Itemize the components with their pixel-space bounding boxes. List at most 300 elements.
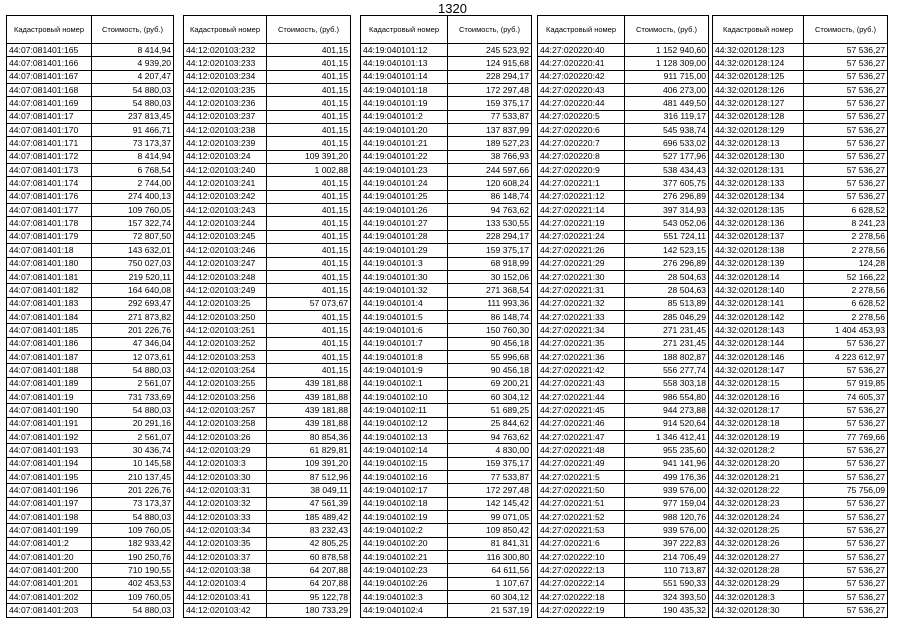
table-row: [713, 110, 888, 123]
cadastral-number-cell: 44:07:081401:194: [7, 457, 92, 470]
cost-cell: 38 766,93: [448, 150, 532, 163]
cadastral-number-cell: 44:32:020128:127: [713, 97, 804, 110]
cadastral-number-cell: 44:27:020221:45: [538, 404, 625, 417]
cost-cell: 57 536,27: [804, 177, 888, 190]
cost-cell: 8 414,94: [92, 44, 174, 57]
cost-cell: 543 052,06: [625, 217, 709, 230]
table-row: [7, 270, 174, 283]
table-row: [538, 217, 709, 230]
cadastral-number-cell: 44:12:020103:253: [184, 350, 267, 363]
cost-cell: 74 605,37: [804, 390, 888, 403]
cost-cell: 47 561,39: [267, 497, 351, 510]
table-row: [7, 457, 174, 470]
table-row: [713, 577, 888, 590]
cadastral-number-cell: 44:27:020221:1: [538, 177, 625, 190]
cost-cell: 401,15: [267, 70, 351, 83]
cost-cell: 401,15: [267, 57, 351, 70]
cadastral-number-cell: 44:12:020103:252: [184, 337, 267, 350]
cadastral-number-cell: 44:19:040101:24: [361, 177, 448, 190]
cadastral-number-cell: 44:32:020128:21: [713, 471, 804, 484]
table-row: [538, 164, 709, 177]
table-row: [7, 591, 174, 604]
cost-cell: 57 536,27: [804, 190, 888, 203]
cadastral-number-cell: 44:19:040101:5: [361, 310, 448, 323]
cost-cell: 57 536,27: [804, 150, 888, 163]
table-row: [361, 310, 532, 323]
cadastral-number-cell: 44:27:020221:32: [538, 297, 625, 310]
cost-cell: 439 181,88: [267, 377, 351, 390]
cadastral-number-cell: 44:19:040102:4: [361, 604, 448, 617]
cadastral-number-cell: 44:27:020221:46: [538, 417, 625, 430]
table-row: [184, 84, 351, 97]
cost-cell: 57 536,27: [804, 70, 888, 83]
cost-cell: 80 854,36: [267, 430, 351, 443]
cost-cell: 271 231,45: [625, 337, 709, 350]
cadastral-number-cell: 44:27:020222:18: [538, 591, 625, 604]
cost-cell: 401,15: [267, 244, 351, 257]
table-row: [538, 524, 709, 537]
table-row: [184, 270, 351, 283]
cadastral-number-cell: 44:27:020220:44: [538, 97, 625, 110]
cost-cell: 21 537,19: [448, 604, 532, 617]
table-row: [538, 70, 709, 83]
cost-cell: 57 536,27: [804, 577, 888, 590]
cost-cell: 142 523,15: [625, 244, 709, 257]
cadastral-table-2: [183, 15, 351, 618]
cadastral-number-header: Кадастровый номер: [713, 16, 804, 44]
table-row: [538, 604, 709, 617]
table-row: [713, 97, 888, 110]
cadastral-number-cell: 44:19:040101:2: [361, 110, 448, 123]
table-row: [538, 110, 709, 123]
cadastral-number-cell: 44:32:020128:141: [713, 297, 804, 310]
cost-cell: 172 297,48: [448, 484, 532, 497]
cadastral-number-cell: 44:32:020128:19: [713, 430, 804, 443]
table-row: [7, 537, 174, 550]
table-row: [184, 70, 351, 83]
cadastral-number-cell: 44:07:081401:190: [7, 404, 92, 417]
cost-cell: 439 181,88: [267, 390, 351, 403]
table-row: [7, 511, 174, 524]
cost-cell: 439 181,88: [267, 417, 351, 430]
table-row: [538, 444, 709, 457]
cost-cell: 55 996,68: [448, 350, 532, 363]
cadastral-table-1: [6, 15, 174, 618]
table-row: [361, 230, 532, 243]
table-row: [184, 57, 351, 70]
table-header-row: [361, 16, 532, 44]
cadastral-number-cell: 44:27:020221:36: [538, 350, 625, 363]
table-row: [361, 497, 532, 510]
table-row: [713, 257, 888, 270]
table-row: [713, 137, 888, 150]
cost-cell: 25 844,62: [448, 417, 532, 430]
table-row: [538, 84, 709, 97]
cadastral-number-cell: 44:27:020221:47: [538, 430, 625, 443]
cost-cell: 116 300,80: [448, 551, 532, 564]
table-row: [538, 97, 709, 110]
table-row: [184, 364, 351, 377]
table-row: [713, 551, 888, 564]
table-row: [7, 44, 174, 57]
cost-cell: 57 536,27: [804, 591, 888, 604]
cost-cell: 60 878,58: [267, 551, 351, 564]
cadastral-number-cell: 44:32:020128:27: [713, 551, 804, 564]
table-row: [538, 577, 709, 590]
table-row: [7, 337, 174, 350]
table-row: [361, 537, 532, 550]
cadastral-number-cell: 44:32:020128:131: [713, 164, 804, 177]
cadastral-number-cell: 44:32:020128:138: [713, 244, 804, 257]
table-row: [7, 377, 174, 390]
table-row: [7, 70, 174, 83]
table-row: [184, 511, 351, 524]
cost-cell: 20 291,16: [92, 417, 174, 430]
table-row: [538, 230, 709, 243]
cost-cell: 696 533,02: [625, 137, 709, 150]
cost-cell: 172 297,48: [448, 84, 532, 97]
cost-cell: 988 120,76: [625, 511, 709, 524]
cost-cell: 499 176,36: [625, 471, 709, 484]
cost-cell: 73 173,37: [92, 137, 174, 150]
cadastral-number-cell: 44:27:020222:10: [538, 551, 625, 564]
cadastral-number-cell: 44:12:020103:24: [184, 150, 267, 163]
cost-cell: 69 200,21: [448, 377, 532, 390]
cadastral-number-cell: 44:19:040101:20: [361, 124, 448, 137]
table-row: [7, 551, 174, 564]
cadastral-number-cell: 44:32:020128:15: [713, 377, 804, 390]
cost-header: Стоимость, (руб.): [625, 16, 709, 44]
table-row: [713, 204, 888, 217]
cadastral-number-cell: 44:07:081401:202: [7, 591, 92, 604]
table-row: [7, 417, 174, 430]
table-row: [184, 604, 351, 617]
cadastral-number-cell: 44:19:040101:18: [361, 84, 448, 97]
table-row: [184, 471, 351, 484]
table-row: [713, 297, 888, 310]
cadastral-number-cell: 44:32:020128:134: [713, 190, 804, 203]
cost-cell: 401,15: [267, 364, 351, 377]
cadastral-number-cell: 44:19:040102:10: [361, 390, 448, 403]
cost-cell: 143 632,01: [92, 244, 174, 257]
table-row: [7, 177, 174, 190]
table-row: [713, 150, 888, 163]
table-header-row: [713, 16, 888, 44]
cost-cell: 81 841,31: [448, 537, 532, 550]
cadastral-number-cell: 44:32:020128:144: [713, 337, 804, 350]
cost-cell: 538 434,43: [625, 164, 709, 177]
table-row: [538, 551, 709, 564]
cadastral-number-cell: 44:27:020220:8: [538, 150, 625, 163]
table-row: [7, 97, 174, 110]
cadastral-number-cell: 44:07:081401:187: [7, 350, 92, 363]
table-row: [538, 511, 709, 524]
cost-cell: 64 207,88: [267, 577, 351, 590]
table-row: [361, 577, 532, 590]
table-row: [713, 244, 888, 257]
cost-cell: 57 536,27: [804, 511, 888, 524]
cadastral-number-cell: 44:12:020103:42: [184, 604, 267, 617]
cost-header: Стоимость, (руб.): [804, 16, 888, 44]
cadastral-number-cell: 44:27:020221:14: [538, 204, 625, 217]
cadastral-number-cell: 44:07:081401:178: [7, 217, 92, 230]
cadastral-number-cell: 44:07:081401:193: [7, 444, 92, 457]
cost-cell: 558 303,18: [625, 377, 709, 390]
table-row: [713, 324, 888, 337]
cadastral-number-cell: 44:07:081401:186: [7, 337, 92, 350]
cadastral-number-cell: 44:07:081401:200: [7, 564, 92, 577]
cost-cell: 955 235,60: [625, 444, 709, 457]
table-row: [7, 564, 174, 577]
cadastral-number-header: Кадастровый номер: [7, 16, 92, 44]
table-row: [361, 364, 532, 377]
cadastral-number-cell: 44:27:020222:19: [538, 604, 625, 617]
cadastral-number-cell: 44:32:020128:23: [713, 497, 804, 510]
cadastral-number-cell: 44:19:040102:18: [361, 497, 448, 510]
cadastral-number-cell: 44:32:020128:137: [713, 230, 804, 243]
table-row: [7, 284, 174, 297]
table-row: [184, 217, 351, 230]
cadastral-number-cell: 44:27:020222:13: [538, 564, 625, 577]
cadastral-number-cell: 44:12:020103:238: [184, 124, 267, 137]
cadastral-number-cell: 44:07:081401:170: [7, 124, 92, 137]
cost-cell: 57 536,27: [804, 110, 888, 123]
cadastral-number-cell: 44:19:040102:23: [361, 564, 448, 577]
cadastral-number-cell: 44:12:020103:25: [184, 297, 267, 310]
cadastral-number-cell: 44:32:020128:142: [713, 310, 804, 323]
cadastral-number-cell: 44:32:020128:3: [713, 591, 804, 604]
table-row: [538, 497, 709, 510]
cost-cell: 401,15: [267, 270, 351, 283]
cost-cell: 377 605,75: [625, 177, 709, 190]
table-row: [361, 444, 532, 457]
cost-cell: 401,15: [267, 137, 351, 150]
table-row: [7, 204, 174, 217]
table-row: [713, 417, 888, 430]
cost-cell: 109 850,42: [448, 524, 532, 537]
table-row: [361, 124, 532, 137]
cost-cell: 397 314,93: [625, 204, 709, 217]
table-row: [7, 577, 174, 590]
table-row: [7, 324, 174, 337]
cadastral-number-cell: 44:32:020128:22: [713, 484, 804, 497]
cadastral-number-cell: 44:12:020103:29: [184, 444, 267, 457]
table-row: [538, 350, 709, 363]
table-row: [7, 310, 174, 323]
cadastral-number-cell: 44:32:020128:13: [713, 137, 804, 150]
cost-cell: 109 391,20: [267, 457, 351, 470]
cost-cell: 12 073,61: [92, 350, 174, 363]
cadastral-number-cell: 44:19:040102:14: [361, 444, 448, 457]
cadastral-number-cell: 44:27:020221:33: [538, 310, 625, 323]
table-row: [538, 404, 709, 417]
cost-cell: 401,15: [267, 350, 351, 363]
cost-cell: 64 207,88: [267, 564, 351, 577]
table-row: [713, 190, 888, 203]
table-row: [184, 350, 351, 363]
cost-cell: 401,15: [267, 257, 351, 270]
table-row: [7, 390, 174, 403]
cadastral-number-cell: 44:32:020128:147: [713, 364, 804, 377]
table-row: [361, 457, 532, 470]
cadastral-number-cell: 44:27:020221:12: [538, 190, 625, 203]
cadastral-number-cell: 44:12:020103:251: [184, 324, 267, 337]
cost-cell: 190 250,76: [92, 551, 174, 564]
cost-cell: 324 393,50: [625, 591, 709, 604]
table-row: [361, 164, 532, 177]
table-row: [184, 577, 351, 590]
table-row: [538, 484, 709, 497]
cadastral-number-cell: 44:12:020103:35: [184, 537, 267, 550]
table-row: [538, 364, 709, 377]
table-row: [184, 537, 351, 550]
table-row: [361, 511, 532, 524]
cost-cell: 401,15: [267, 217, 351, 230]
cadastral-number-cell: 44:07:081401:169: [7, 97, 92, 110]
cost-cell: 133 530,55: [448, 217, 532, 230]
table-row: [713, 524, 888, 537]
table-row: [7, 124, 174, 137]
cost-cell: 87 512,96: [267, 471, 351, 484]
table-row: [184, 497, 351, 510]
table-row: [361, 604, 532, 617]
table-row: [538, 284, 709, 297]
cadastral-number-cell: 44:07:081401:180: [7, 257, 92, 270]
table-row: [538, 310, 709, 323]
cadastral-number-cell: 44:32:020128:129: [713, 124, 804, 137]
cost-cell: 6 628,52: [804, 204, 888, 217]
cost-cell: 86 148,74: [448, 310, 532, 323]
cost-cell: 2 744,00: [92, 177, 174, 190]
cost-cell: 710 190,55: [92, 564, 174, 577]
cadastral-number-cell: 44:19:040101:22: [361, 150, 448, 163]
cost-cell: 57 536,27: [804, 444, 888, 457]
table-row: [7, 57, 174, 70]
cadastral-number-cell: 44:12:020103:33: [184, 511, 267, 524]
cadastral-number-cell: 44:32:020128:29: [713, 577, 804, 590]
cost-cell: 57 536,27: [804, 44, 888, 57]
cost-cell: 2 278,56: [804, 310, 888, 323]
cost-cell: 401,15: [267, 177, 351, 190]
cadastral-number-cell: 44:27:020220:42: [538, 70, 625, 83]
table-row: [538, 457, 709, 470]
cost-cell: 401,15: [267, 97, 351, 110]
cost-cell: 401,15: [267, 124, 351, 137]
table-row: [538, 377, 709, 390]
cadastral-number-cell: 44:32:020128:30: [713, 604, 804, 617]
table-row: [713, 230, 888, 243]
cadastral-number-cell: 44:19:040101:30: [361, 270, 448, 283]
cost-cell: 157 322,74: [92, 217, 174, 230]
cadastral-number-cell: 44:12:020103:255: [184, 377, 267, 390]
table-row: [7, 430, 174, 443]
table-row: [7, 137, 174, 150]
cadastral-number-cell: 44:19:040101:12: [361, 44, 448, 57]
cost-cell: 60 304,12: [448, 591, 532, 604]
table-row: [361, 70, 532, 83]
cost-cell: 91 466,71: [92, 124, 174, 137]
cadastral-number-cell: 44:19:040101:19: [361, 97, 448, 110]
table-row: [713, 217, 888, 230]
cost-cell: 30 152,06: [448, 270, 532, 283]
cost-cell: 54 880,03: [92, 97, 174, 110]
table-row: [184, 404, 351, 417]
cost-cell: 124,28: [804, 257, 888, 270]
cost-cell: 57 536,27: [804, 524, 888, 537]
cost-cell: 244 597,66: [448, 164, 532, 177]
cost-cell: 57 536,27: [804, 497, 888, 510]
cost-cell: 61 829,81: [267, 444, 351, 457]
cost-cell: 977 159,04: [625, 497, 709, 510]
table-row: [184, 257, 351, 270]
cadastral-number-cell: 44:27:020220:5: [538, 110, 625, 123]
cadastral-number-cell: 44:12:020103:32: [184, 497, 267, 510]
cadastral-number-cell: 44:07:081401:165: [7, 44, 92, 57]
cost-header: Стоимость, (руб.): [92, 16, 174, 44]
cadastral-number-cell: 44:32:020128:123: [713, 44, 804, 57]
table-row: [361, 150, 532, 163]
cost-cell: 401,15: [267, 44, 351, 57]
cost-cell: 10 145,58: [92, 457, 174, 470]
table-row: [538, 417, 709, 430]
table-row: [538, 204, 709, 217]
cadastral-number-cell: 44:27:020221:52: [538, 511, 625, 524]
cost-cell: 201 226,76: [92, 484, 174, 497]
cadastral-number-cell: 44:07:081401:172: [7, 150, 92, 163]
cost-cell: 77 533,87: [448, 110, 532, 123]
cadastral-number-cell: 44:07:081401:203: [7, 604, 92, 617]
table-row: [713, 350, 888, 363]
cost-cell: 99 071,05: [448, 511, 532, 524]
cost-cell: 54 880,03: [92, 84, 174, 97]
table-row: [713, 537, 888, 550]
cost-cell: 30 436,74: [92, 444, 174, 457]
cadastral-number-cell: 44:27:020221:6: [538, 537, 625, 550]
cost-cell: 4 223 612,97: [804, 350, 888, 363]
cadastral-number-cell: 44:07:081401:197: [7, 497, 92, 510]
cost-cell: 28 504,63: [625, 270, 709, 283]
cadastral-number-cell: 44:19:040102:1: [361, 377, 448, 390]
cadastral-number-cell: 44:12:020103:247: [184, 257, 267, 270]
table-row: [538, 244, 709, 257]
cost-cell: 52 166,22: [804, 270, 888, 283]
cost-cell: 77 769,66: [804, 430, 888, 443]
cadastral-number-cell: 44:07:081401:174: [7, 177, 92, 190]
cadastral-number-cell: 44:19:040101:28: [361, 230, 448, 243]
cadastral-number-cell: 44:19:040102:19: [361, 511, 448, 524]
cadastral-number-cell: 44:27:020221:5: [538, 471, 625, 484]
cost-cell: 185 489,42: [267, 511, 351, 524]
cadastral-number-cell: 44:07:081401:188: [7, 364, 92, 377]
cost-cell: 401,15: [267, 84, 351, 97]
cost-cell: 28 504,63: [625, 284, 709, 297]
cost-cell: 2 561,07: [92, 377, 174, 390]
cadastral-number-cell: 44:07:081401:173: [7, 164, 92, 177]
table-row: [713, 497, 888, 510]
cadastral-number-cell: 44:19:040102:3: [361, 591, 448, 604]
cadastral-number-cell: 44:19:040101:3: [361, 257, 448, 270]
cadastral-number-cell: 44:19:040101:21: [361, 137, 448, 150]
cadastral-number-cell: 44:12:020103:26: [184, 430, 267, 443]
cadastral-number-cell: 44:12:020103:37: [184, 551, 267, 564]
cost-cell: 316 119,17: [625, 110, 709, 123]
cadastral-number-cell: 44:07:081401:184: [7, 310, 92, 323]
cost-cell: 271 368,54: [448, 284, 532, 297]
cost-cell: 401,15: [267, 337, 351, 350]
cost-cell: 54 880,03: [92, 604, 174, 617]
cost-cell: 57 536,27: [804, 551, 888, 564]
table-row: [713, 484, 888, 497]
